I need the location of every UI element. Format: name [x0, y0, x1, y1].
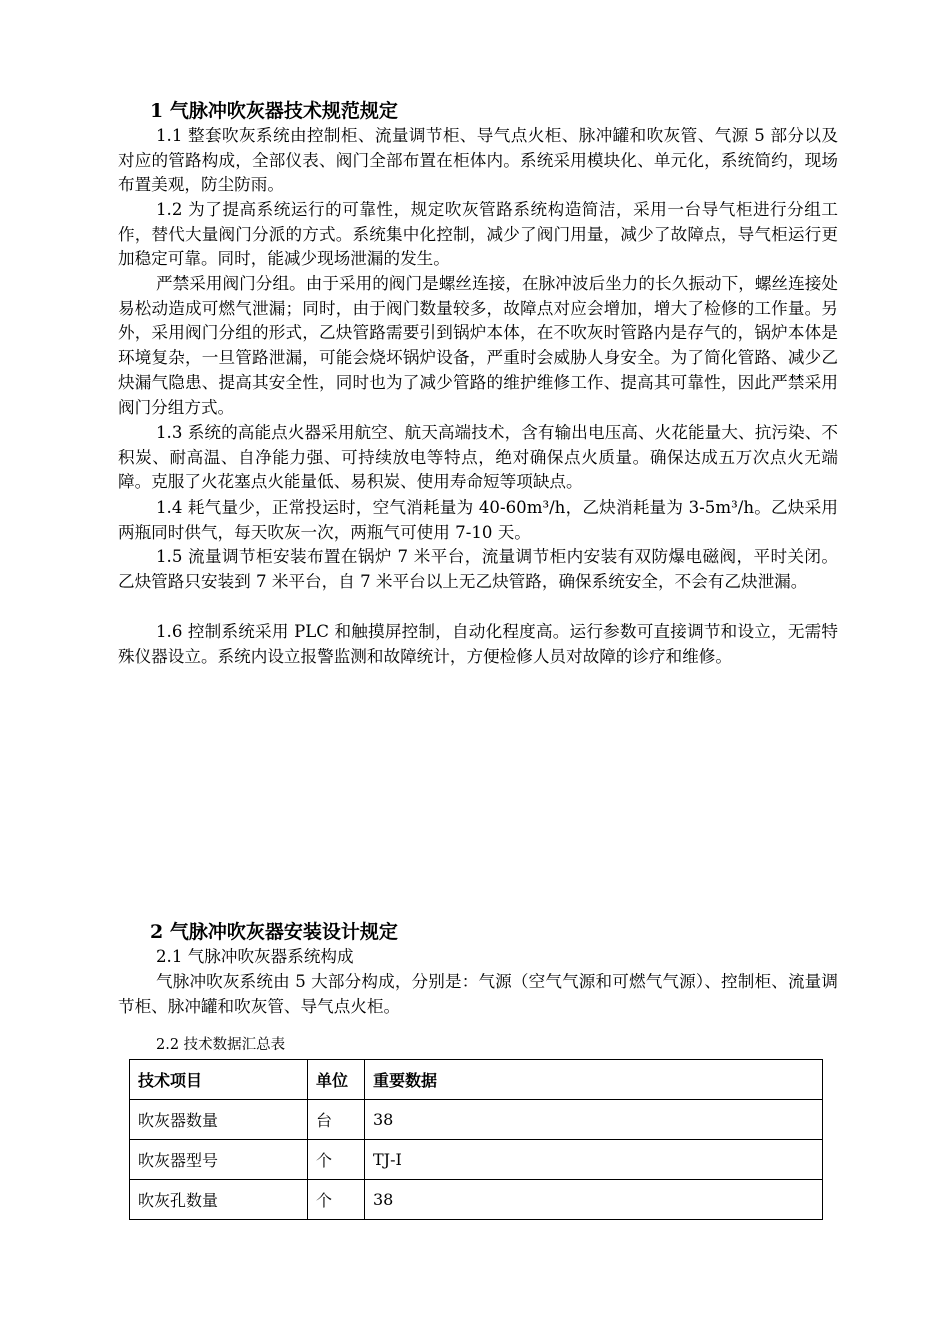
table-cell: 38: [365, 1180, 823, 1220]
paragraph-1-4: 1.4 耗气量少，正常投运时，空气消耗量为 40-60m³/h，乙炔消耗量为 3-5m³/h。乙炔采用两瓶同时供气，每天吹灰一次，两瓶气可使用 7-10 天。: [118, 498, 838, 542]
table-cell: 台: [308, 1100, 365, 1140]
technical-data-table: [129, 1059, 823, 1220]
section-2-heading: 2 气脉冲吹灰器安装设计规定: [150, 921, 398, 943]
header-unit: 单位: [308, 1060, 365, 1100]
table-header-row: [130, 1060, 823, 1100]
table-cell: 吹灰孔数量: [130, 1180, 308, 1220]
paragraph-2-1: 气脉冲吹灰系统由 5 大部分构成，分别是：气源（空气气源和可燃气气源）、控制柜、流量调节柜、脉冲罐和吹灰管、导气点火柜。: [118, 972, 838, 1016]
table-cell: 个: [308, 1180, 365, 1220]
table-row: [130, 1100, 823, 1140]
paragraph-1-1: 1.1 整套吹灰系统由控制柜、流量调节柜、导气点火柜、脉冲罐和吹灰管、气源 5 部分以及对应的管路构成，全部仪表、阀门全部布置在柜体内。系统采用模块化、单元化，系统简约，现场布置美观，防尘防雨。: [118, 126, 838, 195]
table-cell: 38: [365, 1100, 823, 1140]
table-row: [130, 1140, 823, 1180]
paragraph-valve-prohibition: 严禁采用阀门分组。由于采用的阀门是螺丝连接，在脉冲波后坐力的长久振动下，螺丝连接处易松动造成可燃气泄漏；同时，由于阀门数量较多，故障点对应会增加，增大了检修的工作量。另外，采用阀门分组的形式，乙炔管路需要引到锅炉本体，在不吹灰时管路内是存气的，锅炉本体是环境复杂，一旦管路泄漏，可能会烧坏锅炉设备，严重时会威胁人身安全。为了简化管路、减少乙炔漏气隐患、提高其安全性，同时也为了减少管路的维护维修工作、提高其可靠性，因此严禁采用阀门分组方式。: [118, 274, 838, 417]
paragraph-1-6: 1.6 控制系统采用 PLC 和触摸屏控制，自动化程度高。运行参数可直接调节和设立，无需特殊仪器设立。系统内设立报警监测和故障统计，方便检修人员对故障的诊疗和维修。: [118, 622, 838, 666]
table-cell: 吹灰器数量: [130, 1100, 308, 1140]
table-cell: TJ-Ⅰ: [365, 1140, 823, 1180]
header-item: 技术项目: [130, 1060, 308, 1100]
paragraph-1-5: 1.5 流量调节柜安装布置在锅炉 7 米平台，流量调节柜内安装有双防爆电磁阀，平时关闭。乙炔管路只安装到 7 米平台，自 7 米平台以上无乙炔管路，确保系统安全，不会有乙炔泄漏。: [118, 547, 838, 591]
table-cell: 个: [308, 1140, 365, 1180]
paragraph-1-2: 1.2 为了提高系统运行的可靠性，规定吹灰管路系统构造简洁，采用一台导气柜进行分组工作，替代大量阀门分派的方式。系统集中化控制，减少了阀门用量，减少了故障点，导气柜运行更加稳定可靠。同时，能减少现场泄漏的发生。: [118, 200, 838, 269]
header-value: 重要数据: [365, 1060, 823, 1100]
table-row: [130, 1180, 823, 1220]
table-cell: 吹灰器型号: [130, 1140, 308, 1180]
paragraph-1-3: 1.3 系统的高能点火器采用航空、航天高端技术，含有输出电压高、火花能量大、抗污染、不积炭、耐高温、自净能力强、可持续放电等特点，绝对确保点火质量。确保达成五万次点火无端障。克服了火花塞点火能量低、易积炭、使用寿命短等项缺点。: [118, 423, 838, 492]
section-1-heading: 1 气脉冲吹灰器技术规范规定: [150, 100, 398, 122]
subheading-2-1: 2.1 气脉冲吹灰器系统构成: [156, 947, 354, 966]
table-caption: 2.2 技术数据汇总表: [156, 1037, 286, 1053]
